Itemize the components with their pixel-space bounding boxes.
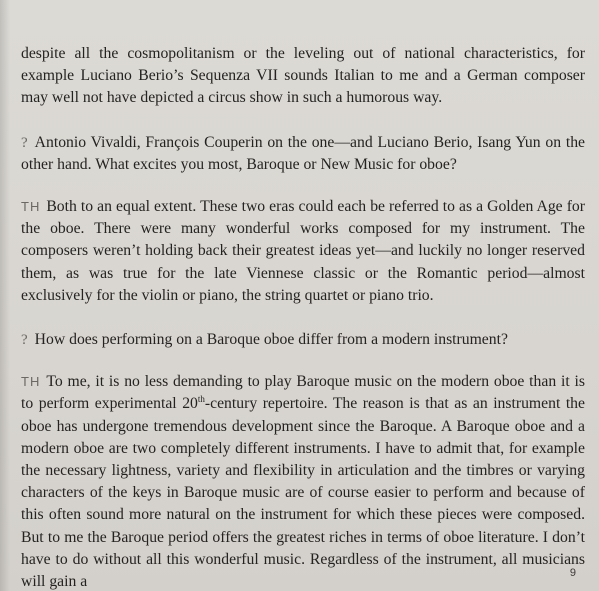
spine-shadow bbox=[0, 0, 10, 591]
page-number: 9 bbox=[569, 567, 576, 579]
answer-text-start: To me, it is no less demanding to play Baroque music on the modern oboe than it is to perform experimental 20 bbox=[21, 373, 585, 413]
answer-paragraph bbox=[21, 196, 585, 307]
question-text: How does performing on a Baroque oboe differ from a modern instrument? bbox=[34, 331, 508, 349]
question-text: Antonio Vivaldi, François Couperin on the one—and Luciano Berio, Isang Yun on the other hand. What excites you most, Baroque or New Music for oboe? bbox=[21, 133, 585, 173]
question-marker: ? bbox=[21, 134, 28, 151]
answer-text: Both to an equal extent. These two eras could each be referred to as a Golden Age for the oboe. There were many wonderful works composed for my instrument. The composers weren’t holding back their greatest ideas yet—and luckily no longer reserved them, as was true for the late Viennese classic or the Romantic period—almost exclusively for the violin or piano, the string quartet or piano trio. bbox=[21, 198, 585, 304]
paragraph-continuation bbox=[21, 43, 585, 110]
answer-text-end: -century repertoire. The reason is that as an instrument the oboe has undergone tremendous development since the Baroque. A Baroque oboe and a modern oboe are two completely different instruments. I have to admit that, for example the necessary lightness, variety and flexibility in articulation and the timbres or varying characters of the keys in Baroque music are of course easier to perform and because of this often sound more natural on the instrument for which these pieces were composed. But to me the Baroque period offers the greatest riches in terms of oboe literature. I don’t have to do without all this wonderful music. Regardless of the instrument, all musicians will gain a bbox=[21, 395, 585, 591]
answer-paragraph bbox=[21, 371, 585, 591]
question-marker: ? bbox=[21, 332, 28, 349]
ordinal-superscript: th bbox=[197, 394, 205, 405]
answer-marker: TH bbox=[21, 199, 41, 215]
question-paragraph bbox=[21, 132, 585, 176]
paragraph-text: despite all the cosmopolitanism or the leveling out of national characteristics, for example Luciano Berio’s Sequenza VII sounds Italian to me and a German composer may well not have depicted a circus show in such a humorous way. bbox=[21, 45, 585, 107]
answer-marker: TH bbox=[21, 374, 41, 390]
interview-text bbox=[21, 43, 585, 591]
question-paragraph bbox=[21, 329, 585, 351]
